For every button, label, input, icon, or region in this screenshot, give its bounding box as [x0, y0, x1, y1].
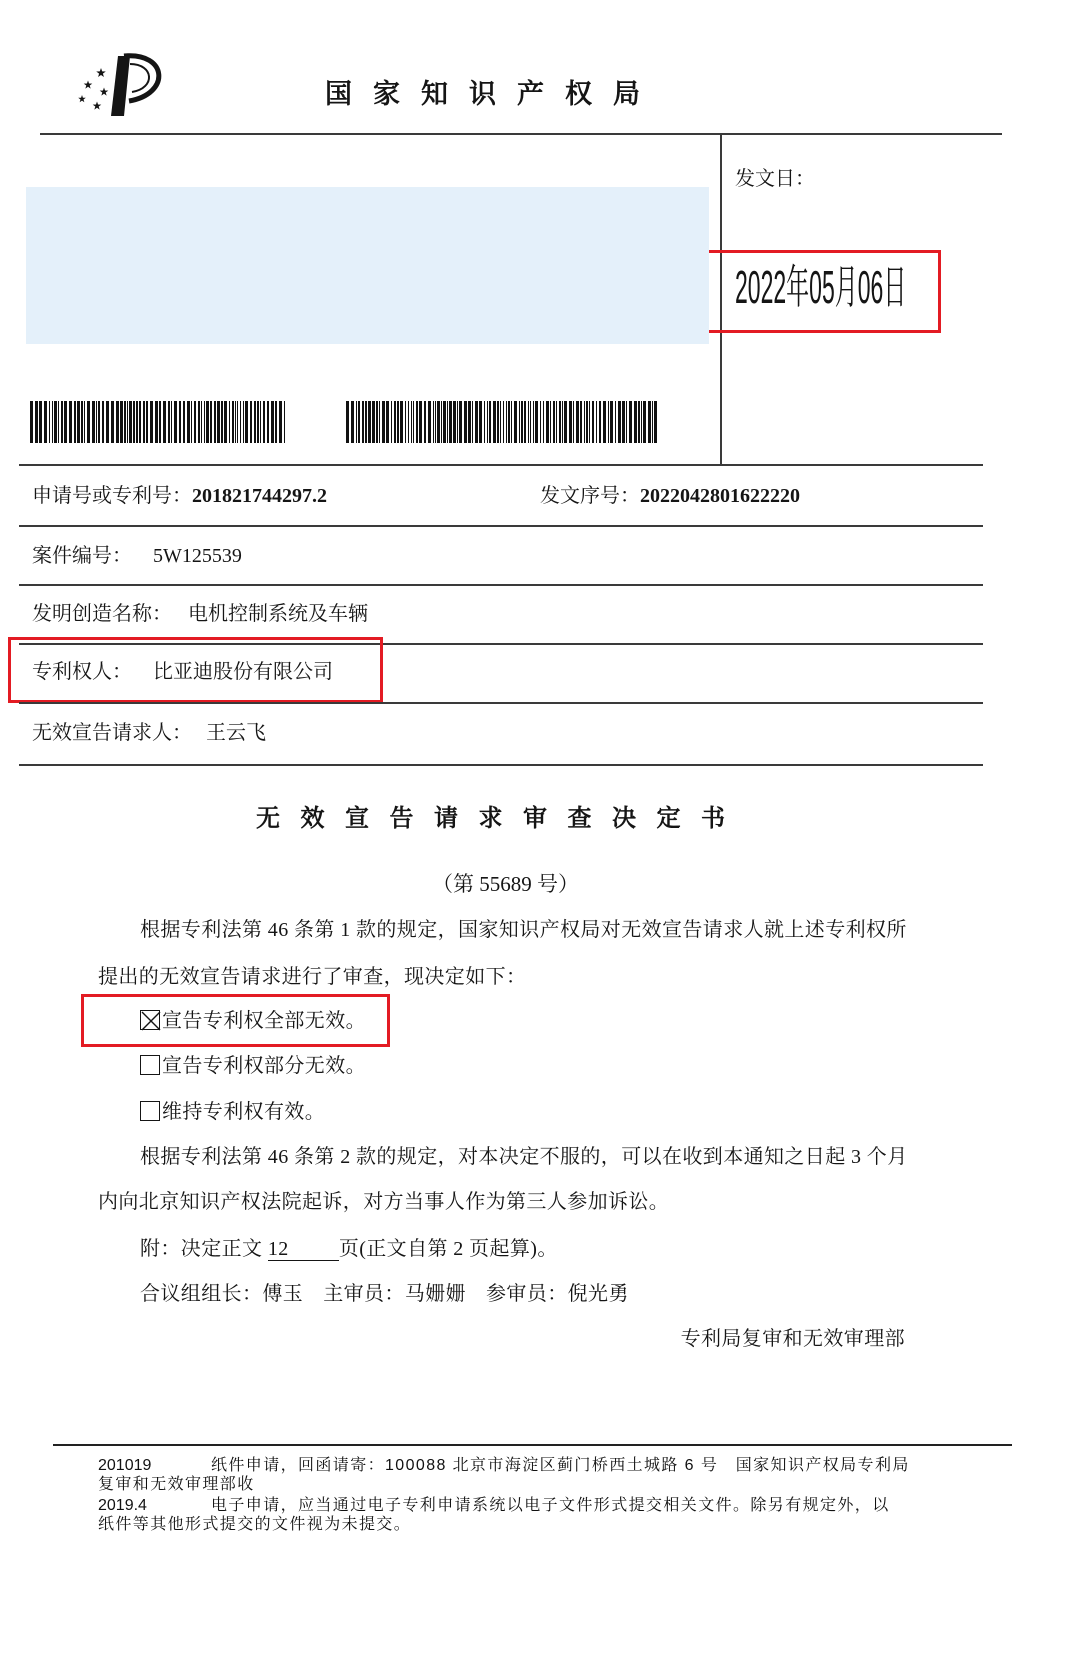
panel-name: 傅玉	[262, 1283, 304, 1305]
barcode-bar	[275, 401, 277, 443]
annotation-box-decision	[81, 994, 390, 1047]
barcode-bar	[84, 401, 85, 443]
intro-line-1: 根据专利法第 46 条第 1 款的规定，国家知识产权局对无效宣告请求人就上述专利权所	[140, 919, 907, 941]
barcode-bar	[124, 401, 126, 443]
barcode-bar	[133, 401, 135, 443]
barcode-bar	[116, 401, 119, 443]
serial-number-row	[540, 484, 800, 508]
barcode-bar	[204, 401, 205, 443]
serial-number-value: 2022042801622220	[640, 485, 800, 507]
divider-row-2	[19, 525, 983, 527]
option-label: 维持专利权有效。	[162, 1101, 326, 1123]
case-number-row	[32, 544, 242, 568]
star-icon	[96, 68, 106, 77]
barcode-bar	[376, 401, 378, 443]
option-maintain-valid	[140, 1100, 325, 1124]
barcode-left	[30, 401, 288, 443]
barcode-bar	[449, 401, 452, 443]
barcode-bar	[245, 401, 248, 443]
barcode-bar	[386, 401, 389, 443]
barcode-bar	[459, 401, 462, 443]
barcode-bar	[553, 401, 555, 443]
panel-name: 马姗姗	[404, 1283, 467, 1305]
option-label: 宣告专利权全部无效。	[162, 1010, 366, 1032]
barcode-bar	[472, 401, 473, 443]
barcode-bar	[267, 401, 269, 443]
barcode-bar	[263, 401, 265, 443]
barcode-bar	[524, 401, 526, 443]
star-icon	[84, 81, 93, 89]
barcode-bar	[618, 401, 621, 443]
barcode-bar	[508, 401, 510, 443]
barcode-bar	[351, 401, 354, 443]
barcode-bar	[464, 401, 467, 443]
barcode-bar	[163, 401, 166, 443]
barcode-bar	[638, 401, 640, 443]
barcode-bar	[629, 401, 632, 443]
barcode-right	[346, 401, 657, 443]
barcode-bar	[54, 401, 57, 443]
barcode-bar	[519, 401, 520, 443]
barcode-bar	[615, 401, 616, 443]
appeal-line-1: 根据专利法第 46 条第 2 款的规定，对本决定不服的，可以在收到本通知之日起 3 个月	[140, 1146, 908, 1168]
invention-title-label: 发明创造名称：	[32, 603, 172, 625]
barcode-bar	[279, 401, 282, 443]
barcode-bar	[187, 401, 190, 443]
barcode-bar	[150, 401, 153, 443]
barcode-bar	[379, 401, 380, 443]
barcode-bar	[487, 401, 488, 443]
barcode-bar	[346, 401, 349, 443]
footer-divider	[53, 1444, 1012, 1446]
barcode-bar	[521, 401, 523, 443]
case-number-label: 案件编号：	[32, 545, 132, 567]
requester-label: 无效宣告请求人：	[32, 722, 192, 744]
barcode-bar	[643, 401, 646, 443]
barcode-bar	[210, 401, 212, 443]
barcode-bar	[514, 401, 517, 443]
barcode-bar	[183, 401, 185, 443]
barcode-bar	[457, 401, 458, 443]
divider-row-5	[19, 702, 983, 704]
divider-row-3	[19, 584, 983, 586]
patentee-label: 专利权人：	[32, 661, 132, 683]
case-number-value: 5W125539	[153, 545, 242, 567]
barcode-bar	[648, 401, 651, 443]
panel-members	[140, 1282, 649, 1306]
barcode-bar	[622, 401, 625, 443]
barcode-bar	[214, 401, 216, 443]
barcode-bar	[556, 401, 557, 443]
barcode-bar	[608, 401, 609, 443]
barcode-bar	[74, 401, 76, 443]
barcode-bar	[576, 401, 579, 443]
barcode-bar	[506, 401, 507, 443]
footer-paper-code: 201019	[98, 1457, 152, 1474]
barcode-bar	[397, 401, 399, 443]
barcode-bar	[626, 401, 627, 443]
barcode-bar	[564, 401, 567, 443]
cnipa-logo-icon	[72, 48, 172, 123]
divider-top	[40, 133, 1002, 135]
barcode-bar	[419, 401, 422, 443]
barcode-bar	[92, 401, 95, 443]
barcode-bar	[493, 401, 496, 443]
issue-date-value: 2022年05月06日	[735, 261, 907, 313]
attachment-page-count: 12	[268, 1239, 339, 1261]
barcode-bar	[171, 401, 172, 443]
requester-row	[32, 721, 266, 745]
footer-paper-line-2: 复审和无效审理部收	[98, 1476, 255, 1493]
barcode-bar	[271, 401, 274, 443]
barcode-bar	[284, 401, 285, 443]
barcode-bar	[641, 401, 642, 443]
barcode-bar	[120, 401, 123, 443]
barcode-bar	[652, 401, 653, 443]
office-title: 国家知识产权局	[325, 79, 661, 110]
barcode-bar	[437, 401, 440, 443]
barcode-bar	[447, 401, 448, 443]
application-number-row	[32, 484, 327, 508]
star-icon	[78, 95, 86, 102]
barcode-bar	[362, 401, 364, 443]
barcode-bar	[540, 401, 541, 443]
barcode-bar	[155, 401, 158, 443]
barcode-bar	[201, 401, 202, 443]
logo-p-stem	[111, 56, 130, 116]
serial-number-label: 发文序号：	[540, 485, 640, 507]
barcode-bar	[497, 401, 499, 443]
barcode-bar	[500, 401, 501, 443]
barcode-bar	[102, 401, 104, 443]
barcode-bar	[81, 401, 83, 443]
issue-date-label: 发文日：	[735, 168, 815, 190]
invention-title-value: 电机控制系统及车辆	[188, 603, 368, 625]
barcode-bar	[98, 401, 100, 443]
barcode-bar	[136, 401, 138, 443]
attachment-line	[140, 1237, 558, 1261]
barcode-bar	[511, 401, 512, 443]
barcode-bar	[96, 401, 97, 443]
issuing-department: 专利局复审和无效审理部	[680, 1328, 905, 1350]
barcode-bar	[129, 401, 132, 443]
barcode-bar	[562, 401, 563, 443]
barcode-bar	[479, 401, 482, 443]
barcode-bar	[411, 401, 412, 443]
redacted-recipient-block	[26, 187, 709, 344]
barcode-bar	[35, 401, 38, 443]
barcode-bar	[139, 401, 141, 443]
barcode-bar	[106, 401, 109, 443]
barcode-bar	[475, 401, 478, 443]
barcode-bar	[174, 401, 177, 443]
barcode-bar	[654, 401, 657, 443]
barcode-bar	[127, 401, 128, 443]
panel-lead-examiner	[323, 1283, 466, 1305]
barcode-bar	[61, 401, 63, 443]
barcode-bar	[484, 401, 485, 443]
barcode-bar	[468, 401, 471, 443]
barcode-bar	[179, 401, 181, 443]
footer-paper-line-1: 纸件申请，回函请寄：100088 北京市海淀区蓟门桥西土城路 6 号 国家知识产权局专利局	[211, 1457, 910, 1474]
barcode-bar	[365, 401, 367, 443]
panel-role: 主审员：	[323, 1283, 405, 1305]
barcode-bar	[64, 401, 67, 443]
attachment-suffix: 页(正文自第 2 页起算)。	[338, 1238, 558, 1260]
barcode-bar	[443, 401, 446, 443]
barcode-bar	[168, 401, 170, 443]
barcode-bar	[441, 401, 442, 443]
appeal-line-2: 内向北京知识产权法院起诉，对方当事人作为第三人参加诉讼。	[98, 1191, 670, 1213]
barcode-bar	[382, 401, 385, 443]
barcode-bar	[408, 401, 409, 443]
decision-title: 无效宣告请求审查决定书	[256, 804, 746, 832]
barcode-bar	[610, 401, 613, 443]
barcode-bar	[159, 401, 161, 443]
footer-electronic-line-2: 纸件等其他形式提交的文件视为未提交。	[98, 1516, 412, 1533]
barcode-bar	[143, 401, 145, 443]
barcode-bar	[358, 401, 360, 443]
barcode-bar	[191, 401, 192, 443]
barcode-bar	[237, 401, 238, 443]
divider-row-1	[19, 464, 983, 466]
barcode-bar	[394, 401, 396, 443]
patentee-value: 比亚迪股份有限公司	[153, 661, 333, 683]
barcode-bar	[356, 401, 357, 443]
barcode-bar	[235, 401, 236, 443]
star-icon	[93, 102, 102, 110]
barcode-bar	[573, 401, 574, 443]
checkbox-icon	[140, 1055, 160, 1075]
barcode-bar	[400, 401, 403, 443]
barcode-bar	[77, 401, 80, 443]
logo-p-inner	[130, 64, 149, 92]
barcode-bar	[217, 401, 220, 443]
barcode-bar	[546, 401, 549, 443]
barcode-bar	[44, 401, 47, 443]
barcode-bar	[584, 401, 585, 443]
barcode-bar	[111, 401, 114, 443]
annotation-box-patentee	[8, 637, 383, 703]
barcode-bar	[224, 401, 227, 443]
barcode-bar	[87, 401, 90, 443]
barcode-bar	[206, 401, 209, 443]
intro-line-2: 提出的无效宣告请求进行了审查，现决定如下：	[98, 966, 527, 988]
barcode-bar	[489, 401, 491, 443]
barcode-bar	[221, 401, 223, 443]
divider-row-6	[19, 764, 983, 766]
barcode-bar	[530, 401, 531, 443]
barcode-bar	[146, 401, 148, 443]
barcode-bar	[58, 401, 59, 443]
barcode-bar	[243, 401, 244, 443]
barcode-bar	[528, 401, 529, 443]
application-number-label: 申请号或专利号：	[32, 485, 192, 507]
decision-number: （第 55689 号）	[432, 872, 579, 896]
option-invalid-partial	[140, 1054, 366, 1078]
barcode-bar	[405, 401, 406, 443]
barcode-bar	[543, 401, 544, 443]
barcode-bar	[424, 401, 426, 443]
barcode-bar	[30, 401, 33, 443]
barcode-bar	[250, 401, 252, 443]
barcode-bar	[260, 401, 261, 443]
attachment-prefix: 附：决定正文	[140, 1238, 268, 1260]
barcode-bar	[435, 401, 436, 443]
barcode-bar	[596, 401, 597, 443]
footer-electronic-code: 2019.4	[98, 1497, 147, 1514]
barcode-bar	[232, 401, 234, 443]
barcode-bar	[198, 401, 200, 443]
barcode-bar	[503, 401, 504, 443]
panel-role: 合议组组长：	[140, 1283, 263, 1305]
barcode-bar	[433, 401, 434, 443]
barcode-bar	[569, 401, 572, 443]
invention-title-row	[32, 602, 368, 626]
barcode-bar	[453, 401, 456, 443]
star-icon	[100, 88, 109, 96]
barcode-bar	[533, 401, 534, 443]
barcode-bar	[229, 401, 230, 443]
footer-electronic-line-1: 电子申请，应当通过电子专利申请系统以电子文件形式提交相关文件。除另有规定外，以	[211, 1497, 890, 1514]
panel-name: 倪光勇	[567, 1283, 629, 1305]
barcode-bar	[416, 401, 418, 443]
barcode-bar	[194, 401, 196, 443]
barcode-bar	[634, 401, 637, 443]
panel-role: 参审员：	[486, 1283, 568, 1305]
requester-value: 王云飞	[206, 722, 266, 744]
checkbox-icon	[140, 1101, 160, 1121]
barcode-bar	[368, 401, 371, 443]
option-label: 宣告专利权部分无效。	[162, 1055, 366, 1077]
barcode-bar	[428, 401, 431, 443]
barcode-bar	[586, 401, 588, 443]
barcode-bar	[550, 401, 551, 443]
panel-examiner	[486, 1283, 629, 1305]
barcode-bar	[257, 401, 259, 443]
barcode-bar	[391, 401, 392, 443]
application-number-value: 201821744297.2	[192, 485, 327, 507]
barcode-bar	[39, 401, 42, 443]
barcode-bar	[254, 401, 256, 443]
barcode-bar	[240, 401, 241, 443]
barcode-bar	[372, 401, 375, 443]
annotation-box-date	[696, 250, 941, 333]
barcode-bar	[559, 401, 561, 443]
barcode-bar	[49, 401, 50, 443]
barcode-bar	[592, 401, 594, 443]
barcode-bar	[413, 401, 414, 443]
barcode-bar	[599, 401, 601, 443]
barcode-bar	[52, 401, 53, 443]
barcode-bar	[589, 401, 590, 443]
barcode-bar	[535, 401, 538, 443]
barcode-bar	[603, 401, 606, 443]
barcode-bar	[69, 401, 72, 443]
panel-chair	[140, 1283, 303, 1305]
barcode-bar	[580, 401, 582, 443]
